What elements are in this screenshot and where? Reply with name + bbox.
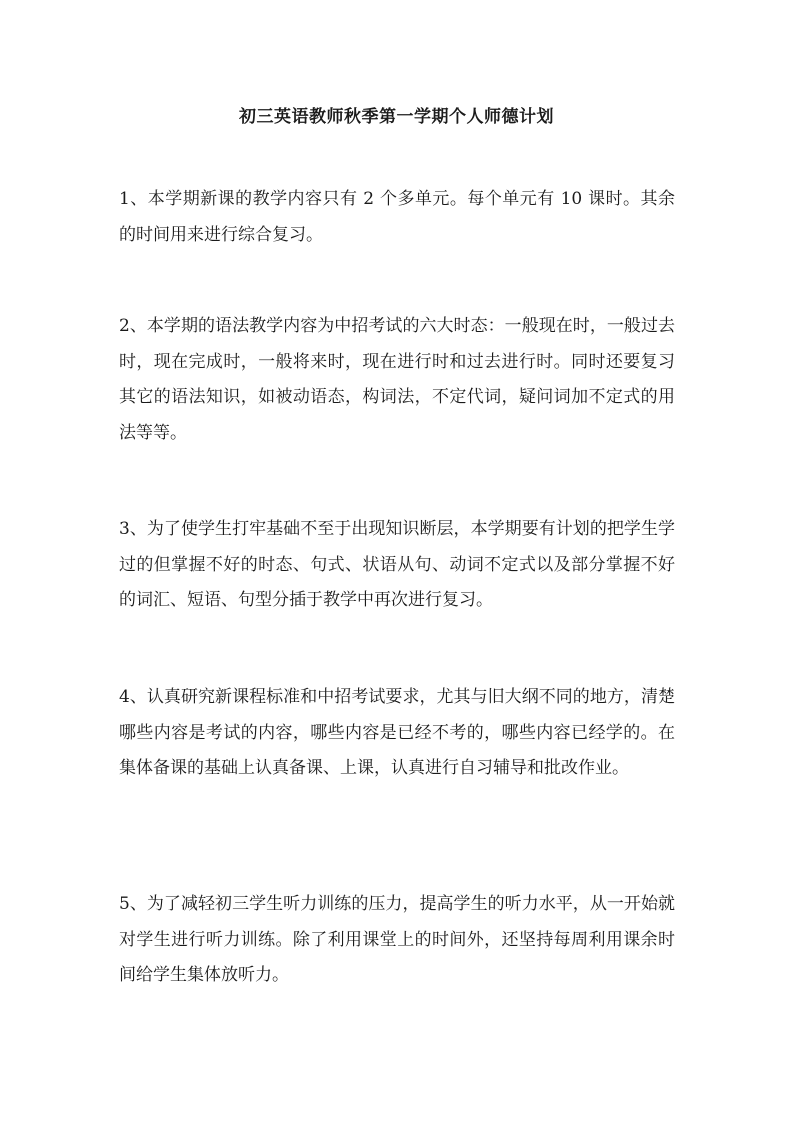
document-title: 初三英语教师秋季第一学期个人师德计划: [239, 107, 554, 127]
paragraph-4: 4、认真研究新课程标准和中招考试要求，尤其与旧大纲不同的地方，清楚哪些内容是考试的内容，哪些内容是已经不考的，哪些内容已经学的。在集体备课的基础上认真备课、上课，认真进行自习辅导和批改作业。: [119, 687, 675, 778]
paragraph-3: 3、为了使学生打牢基础不至于出现知识断层，本学期要有计划的把学生学过的但掌握不好的时态、句式、状语从句、动词不定式以及部分掌握不好的词汇、短语、句型分插于教学中再次进行复习。: [119, 519, 675, 610]
paragraph-1: 1、本学期新课的教学内容只有 2 个多单元。每个单元有 10 课时。其余的时间用来进行综合复习。: [119, 189, 675, 245]
paragraph-5: 5、为了减轻初三学生听力训练的压力，提高学生的听力水平，从一开始就对学生进行听力训练。除了利用课堂上的时间外，还坚持每周利用课余时间给学生集体放听力。: [119, 894, 675, 985]
paragraph-2: 2、本学期的语法教学内容为中招考试的六大时态：一般现在时，一般过去时，现在完成时，一般将来时，现在进行时和过去进行时。同时还要复习其它的语法知识，如被动语态，构词法，不定代词，疑问词加不定式的用法等等。: [119, 316, 675, 443]
